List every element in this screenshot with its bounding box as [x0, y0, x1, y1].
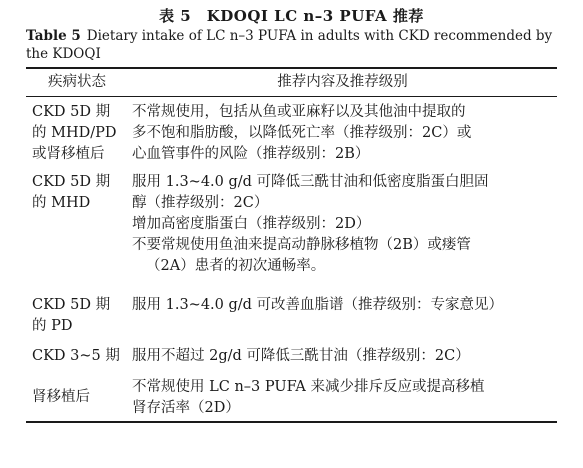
recommendation-line: 增加高密度脂蛋白（推荐级别：2D） — [132, 216, 371, 232]
table-row — [26, 97, 557, 166]
disease-cell — [26, 165, 128, 277]
table-row — [26, 337, 557, 367]
recommendation-cell — [128, 277, 557, 337]
recommendation-cell — [128, 97, 557, 166]
disease-line: 的 PD — [32, 318, 73, 334]
disease-cell — [26, 97, 128, 166]
disease-line: 的 MHD/PD — [32, 125, 117, 141]
table-title-en — [26, 27, 557, 63]
recommendation-line: 心血管事件的风险（推荐级别：2B） — [132, 146, 370, 162]
disease-cell — [26, 277, 128, 337]
disease-line: 或肾移植后 — [32, 146, 105, 162]
recommendation-cell — [128, 337, 557, 367]
recommendation-line: 服用不超过 2g/d 可降低三酰甘油（推荐级别：2C） — [132, 348, 470, 364]
table-row — [26, 165, 557, 277]
disease-line: 的 MHD — [32, 195, 91, 211]
recommendation-line: 肾存活率（2D） — [132, 400, 240, 416]
disease-line: CKD 5D 期 — [32, 174, 111, 190]
disease-line: CKD 5D 期 — [32, 104, 111, 120]
table-row — [26, 277, 557, 337]
header-recommendation: 推荐内容及推荐级别 — [277, 74, 408, 90]
recommendation-line: 不要常规使用鱼油来提高动静脉移植物（2B）或瘘管 — [132, 237, 471, 253]
table-header-row — [26, 68, 557, 97]
disease-cell — [26, 367, 128, 422]
disease-line: 肾移植后 — [32, 389, 90, 405]
disease-line: CKD 3~5 期 — [32, 348, 120, 364]
recommendation-cell — [128, 367, 557, 422]
recommendation-line: 多不饱和脂肪酸，以降低死亡率（推荐级别：2C）或 — [132, 125, 472, 141]
recommendation-line: 不常规使用，包括从鱼或亚麻籽以及其他油中提取的 — [132, 104, 466, 120]
table-label: Table 5 — [26, 28, 81, 44]
recommendation-line: 不常规使用 LC n–3 PUFA 来减少排斥反应或提高移植 — [132, 379, 485, 395]
recommendation-cell — [128, 165, 557, 277]
header-disease-status: 疾病状态 — [48, 74, 106, 90]
table-caption: Dietary intake of LC n–3 PUFA in adults with CKD recommended by the KDOQI — [26, 28, 553, 62]
recommendation-line: （2A）患者的初次通畅率。 — [146, 258, 326, 274]
disease-line: CKD 5D 期 — [32, 297, 111, 313]
table-title-cn: 表 5 KDOQI LC n–3 PUFA 推荐 — [159, 7, 424, 25]
recommendation-line: 醇（推荐级别：2C） — [132, 195, 269, 211]
recommendation-table — [26, 67, 557, 423]
recommendation-line: 服用 1.3~4.0 g/d 可降低三酰甘油和低密度脂蛋白胆固 — [132, 174, 489, 190]
table-row — [26, 367, 557, 422]
disease-cell — [26, 337, 128, 367]
recommendation-line: 服用 1.3~4.0 g/d 可改善血脂谱（推荐级别：专家意见） — [132, 297, 504, 313]
